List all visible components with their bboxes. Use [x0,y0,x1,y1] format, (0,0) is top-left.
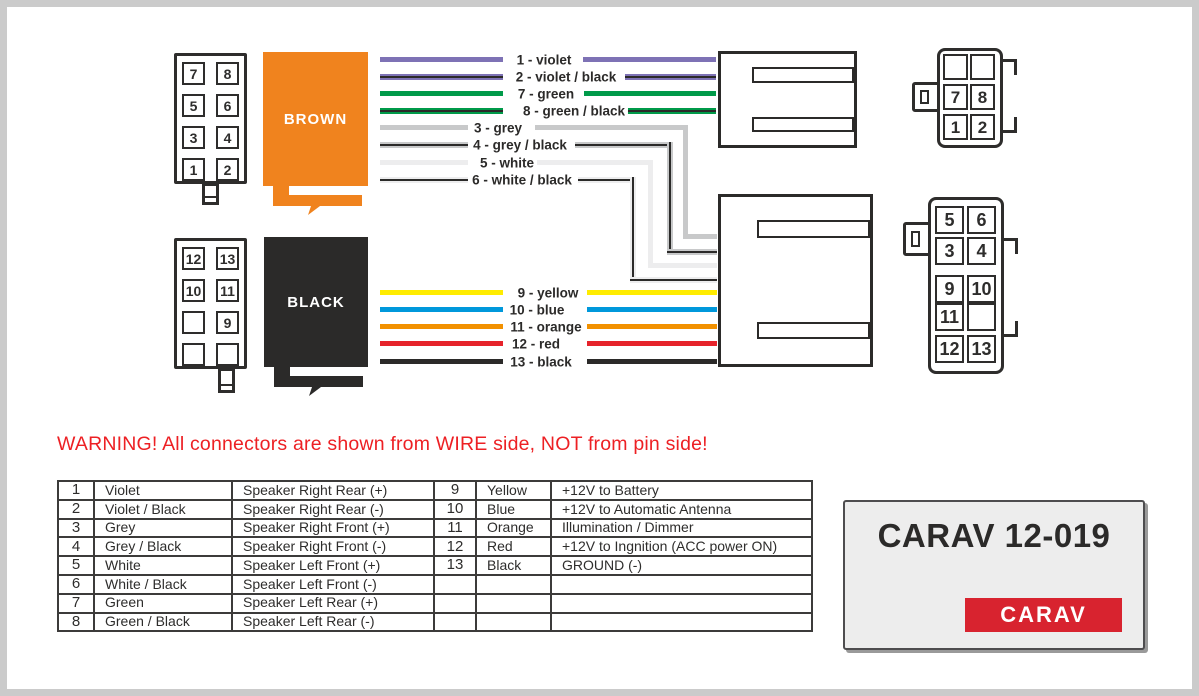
wire-11-label: 11 - orange [507,320,584,335]
wire-6-white-segment [630,177,636,283]
pin-number-cell: 11 [434,519,476,538]
brand-box [843,500,1145,650]
pin-grid-brown-plug [174,53,247,184]
pin-cell-2: 2 [970,114,995,140]
wire-color-cell: Blue [476,500,551,519]
wire-9-yellow-segment [587,290,717,295]
pinout-row [58,613,812,632]
pin-number-cell: 13 [434,556,476,575]
pinout-row [58,594,812,613]
wire-color-cell: White [94,556,232,575]
brown-block-label: BROWN [283,110,348,128]
wire-color-cell: Green [94,594,232,613]
pinout-row [58,575,812,594]
wire-4-grey-segment [667,249,717,255]
car-top-hook-lower [1001,117,1017,133]
wire-4-grey-segment [380,142,468,148]
wire-1-violet-segment [380,57,503,62]
wire-5-label: 5 - white [477,156,537,171]
pinout-row [58,519,812,538]
pin-number-cell: 10 [434,500,476,519]
pin-cell-11: 11 [935,303,964,331]
car-bottom-hook-lower [1002,321,1018,337]
wire-12-red-segment [380,341,503,346]
function-cell [551,613,812,632]
pin-number-cell: 4 [58,537,94,556]
car-top-latch-hole [920,90,929,104]
pinout-row [58,481,812,500]
wire-3-label: 3 - grey [471,121,525,136]
pin-cell-3: 3 [182,126,205,149]
pin-cell-empty [182,311,205,334]
carav-logo: CARAV [965,598,1122,632]
wire-color-cell: Red [476,537,551,556]
car-connector-outline-bottom [718,194,873,367]
wire-color-cell: Grey [94,519,232,538]
wire-6-label: 6 - white / black [469,173,575,188]
wire-color-cell: Green / Black [94,613,232,632]
wire-4-grey-segment [667,142,673,255]
pin-cell-6: 6 [967,206,996,234]
wire-5-white-segment [648,160,653,268]
wire-1-violet-segment [583,57,716,62]
black-block-tail [264,366,374,398]
brown-connector-block [263,52,368,186]
wire-3-grey-segment [683,125,688,239]
model-number: CARAV 12-019 [877,517,1111,554]
pin-cell-2: 2 [216,158,239,181]
wire-8-green-segment [380,108,503,114]
function-cell: Speaker Right Rear (-) [232,500,434,519]
wire-color-cell: Violet / Black [94,500,232,519]
pinout-table [57,480,813,632]
pin-cell-empty [216,343,239,366]
wire-7-green-segment [380,91,503,96]
wire-color-cell [476,613,551,632]
function-cell: Speaker Left Rear (+) [232,594,434,613]
pin-cell-12: 12 [935,335,964,363]
wire-4-label: 4 - grey / black [470,138,570,153]
wire-13-black-segment [380,359,503,364]
wire-color-cell: White / Black [94,575,232,594]
car-connector-bottom-slot-1 [757,220,870,238]
pin-number-cell: 7 [58,594,94,613]
wire-7-label: 7 - green [515,87,577,102]
wire-3-grey-segment [535,125,688,130]
wire-8-green-segment [625,108,716,114]
function-cell: +12V to Ingnition (ACC power ON) [551,537,812,556]
function-cell: Illumination / Dimmer [551,519,812,538]
wire-3-grey-segment [683,234,717,239]
car-top-hook-upper [1001,59,1017,75]
pin-cell-9: 9 [216,311,239,334]
pin-number-cell: 8 [58,613,94,632]
pin-number-cell: 5 [58,556,94,575]
wire-3-grey-segment [380,125,468,130]
car-bottom-hook-upper [1002,238,1018,254]
pin-grid-black-plug [174,238,247,369]
pin-number-cell: 6 [58,575,94,594]
pin-cell-13: 13 [967,335,996,363]
pin-cell-10: 10 [967,275,996,303]
pin-number-cell [434,613,476,632]
wire-8-label: 8 - green / black [520,104,628,119]
wire-color-cell [476,594,551,613]
pin-cell-empty [967,303,996,331]
wire-13-label: 13 - black [507,355,575,370]
pin-number-cell: 2 [58,500,94,519]
pin-number-cell: 12 [434,537,476,556]
function-cell: Speaker Right Rear (+) [232,481,434,500]
wire-13-black-segment [587,359,717,364]
function-cell: Speaker Left Rear (-) [232,613,434,632]
pin-number-cell [434,594,476,613]
pin-cell-empty [943,54,968,80]
pin-cell-7: 7 [182,62,205,85]
car-connector-bottom-slot-2 [757,322,870,339]
wire-12-red-segment [587,341,717,346]
wire-color-cell: Black [476,556,551,575]
wire-4-grey-segment [575,142,672,148]
pinout-table-body [58,481,812,631]
pinout-row [58,556,812,575]
pin-cell-12: 12 [182,247,205,270]
black-block-label: BLACK [287,293,345,311]
wire-color-cell [476,575,551,594]
black-plug-key-tab-foot [221,384,232,390]
wire-6-white-segment [380,177,468,183]
wire-2-violet-segment [625,74,716,80]
wire-7-green-segment [584,91,716,96]
pin-cell-8: 8 [216,62,239,85]
car-top-latch [912,82,940,112]
pin-cell-13: 13 [216,247,239,270]
wire-11-orange-segment [587,324,717,329]
wire-5-white-segment [648,263,717,268]
brown-block-tail-shape [273,185,362,215]
function-cell: Speaker Right Front (+) [232,519,434,538]
wire-10-label: 10 - blue [507,303,568,318]
wire-color-cell: Violet [94,481,232,500]
function-cell: Speaker Left Front (+) [232,556,434,575]
wire-2-label: 2 - violet / black [513,70,620,85]
function-cell: Speaker Right Front (-) [232,537,434,556]
wire-color-cell: Orange [476,519,551,538]
wire-5-white-segment [535,160,653,165]
wire-9-yellow-segment [380,290,503,295]
wire-10-blue-segment [587,307,717,312]
wire-10-blue-segment [380,307,503,312]
wire-2-violet-segment [380,74,503,80]
pin-number-cell: 3 [58,519,94,538]
wire-12-label: 12 - red [509,337,563,352]
pin-cell-empty [182,343,205,366]
wire-11-orange-segment [380,324,503,329]
car-bottom-latch-hole [911,231,920,247]
brown-plug-key-tab [202,183,219,205]
pin-cell-empty [970,54,995,80]
pin-grid-car-bottom [928,197,1004,374]
function-cell [551,575,812,594]
wire-9-label: 9 - yellow [515,286,582,301]
pin-cell-6: 6 [216,94,239,117]
car-connector-outline-top [718,51,857,148]
pin-number-cell: 9 [434,481,476,500]
wire-color-cell: Yellow [476,481,551,500]
pin-cell-1: 1 [182,158,205,181]
warning-text: WARNING! All connectors are shown from WIRE side, NOT from pin side! [57,433,708,455]
function-cell: +12V to Automatic Antenna [551,500,812,519]
pin-number-cell: 1 [58,481,94,500]
function-cell: GROUND (-) [551,556,812,575]
wire-5-white-segment [380,160,468,165]
pin-cell-4: 4 [216,126,239,149]
black-connector-block [264,237,368,367]
car-connector-top-slot-2 [752,117,854,132]
pin-cell-10: 10 [182,279,205,302]
pin-cell-4: 4 [967,237,996,265]
pin-number-cell [434,575,476,594]
pin-cell-11: 11 [216,279,239,302]
wire-color-cell: Grey / Black [94,537,232,556]
pin-cell-8: 8 [970,84,995,110]
pin-cell-3: 3 [935,237,964,265]
pin-cell-1: 1 [943,114,968,140]
function-cell [551,594,812,613]
black-plug-key-tab [218,368,235,393]
pin-grid-car-top [937,48,1003,148]
wire-6-white-segment [630,277,717,283]
wire-6-white-segment [578,177,635,183]
wire-1-label: 1 - violet [514,53,575,68]
brown-plug-key-tab-foot [205,196,216,202]
black-block-tail-shape [274,366,363,396]
function-cell: +12V to Battery [551,481,812,500]
brown-block-tail [263,185,373,217]
pinout-row [58,500,812,519]
pinout-row [58,537,812,556]
pin-cell-5: 5 [182,94,205,117]
function-cell: Speaker Left Front (-) [232,575,434,594]
pin-cell-5: 5 [935,206,964,234]
pin-cell-9: 9 [935,275,964,303]
pin-cell-7: 7 [943,84,968,110]
car-connector-top-slot-1 [752,67,854,83]
